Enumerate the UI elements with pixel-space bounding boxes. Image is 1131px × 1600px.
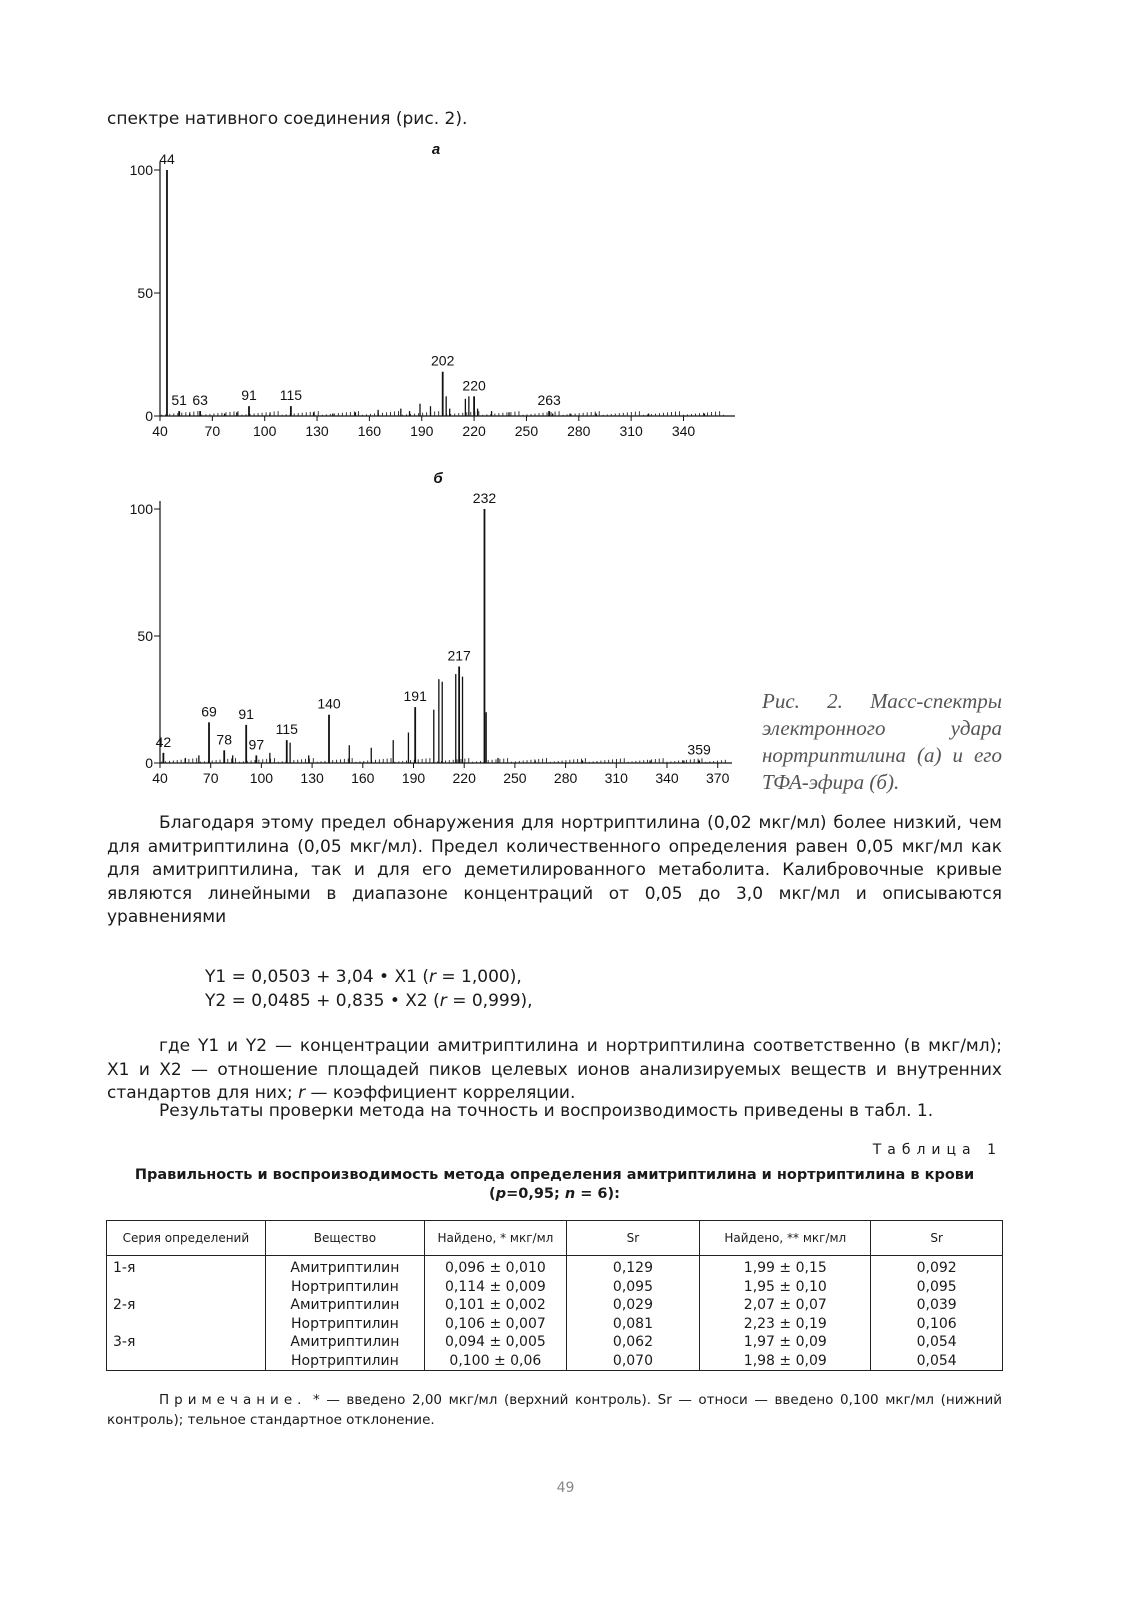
x-tick-label: 340 [655,770,679,786]
table-cell: 0,070 [566,1352,700,1371]
table-row [107,1296,1003,1315]
table-cell: 1,98 ± 0,09 [700,1352,871,1371]
header-sr-1: Sr [566,1221,700,1256]
intro-text: спектре нативного соединения (рис. 2). [107,109,468,129]
x-tick-label: 70 [204,423,221,439]
peak-label-115: 115 [279,387,303,404]
table-cell: 0,062 [566,1333,700,1352]
header-sr-2: Sr [871,1221,1003,1256]
table-cell: 0,100 ± 0,06 [425,1352,567,1371]
table-cell: 0,094 ± 0,005 [425,1333,567,1352]
peak-label-232: 232 [472,490,497,506]
x-tick-label: 190 [401,770,426,786]
table-cell: 0,039 [871,1296,1003,1315]
table-row [107,1315,1003,1334]
table-cell: 0,054 [871,1333,1003,1352]
table-cell: 0,096 ± 0,010 [425,1256,567,1278]
figure-caption: Рис. 2. Масс-спектры электронного удара нортриптилина (а) и его ТФА-эфира (б). [762,689,1002,794]
table-cell: 0,029 [566,1296,700,1315]
y-tick-label: 0 [145,408,153,424]
panel-label: а [431,141,441,158]
y-tick-label: 50 [137,628,153,644]
table-cell: 1-я [107,1256,266,1278]
peak-label-359: 359 [687,741,711,758]
header-found-1: Найдено, * мкг/мл [425,1221,567,1256]
x-tick-label: 250 [514,423,539,439]
table-cell [107,1315,266,1334]
peak-label-191: 191 [403,688,427,705]
peak-label-63: 63 [192,392,208,409]
x-tick-label: 340 [671,423,696,439]
page-number: 49 [556,1480,575,1496]
peak-label-97: 97 [248,736,265,753]
x-tick-label: 70 [202,770,219,786]
y-tick-label: 50 [137,285,153,301]
table-cell: 0,054 [871,1352,1003,1371]
peak-label-51: 51 [171,392,187,409]
x-tick-label: 310 [604,770,628,786]
table-cell: 0,081 [566,1315,700,1334]
table-cell: Нортриптилин [265,1315,424,1334]
table-row [107,1278,1003,1297]
x-tick-label: 220 [452,770,476,786]
y-tick-label: 0 [145,755,153,771]
paragraph-detection-limit: Благодаря этому предел обнаружения для нортриптилина (0,02 мкг/мл) более низкий, чем для амитриптилина (0,05 мкг/мл). Предел количественного определения равен 0,05 мкг/мл как для амитриптилина, так и для его деметилированного метаболита. Калибровочные кривые являются линейными в диапазоне концентраций от 0,05 до 3,0 мкг/мл и описываются уравнениями [107,813,1002,927]
panel-label: б [433,470,443,487]
header-found-2: Найдено, ** мкг/мл [700,1221,871,1256]
equations [205,965,705,1013]
x-tick-label: 100 [253,423,277,439]
table-cell: 0,095 [566,1278,700,1297]
peak-label-263: 263 [537,392,561,409]
peak-label-91: 91 [238,705,254,722]
peak-label-69: 69 [201,703,217,720]
x-tick-label: 130 [305,423,329,439]
paragraph-definitions: где Y1 и Y2 — концентрации амитриптилина и нортриптилина соответственно (в мкг/мл); X1 и X2 — отношение площадей пиков целевых ионов анализируемых веществ и внутренних стандартов для них; r — коэффициент корреляции. [107,1036,1002,1103]
x-tick-label: 160 [351,770,375,786]
table-header-row [107,1221,1003,1256]
x-tick-label: 310 [619,423,643,439]
mass-spectrum-a [100,138,760,443]
x-tick-label: 280 [553,770,578,786]
table-cell: Нортриптилин [265,1352,424,1371]
table-cell: 0,129 [566,1256,700,1278]
table-note: Примечание. * — введено 2,00 мкг/мл (верхний контроль). Sr — относи — введено 0,100 мкг/мл (нижний контроль); тельное стандартное отклонение. [107,1392,1002,1428]
peak-label-217: 217 [447,647,471,664]
table-cell: 3-я [107,1333,266,1352]
header-series: Серия определений [107,1221,266,1256]
table-cell: 2,07 ± 0,07 [700,1296,871,1315]
peak-label-220: 220 [462,377,486,394]
table-cell: 0,101 ± 0,002 [425,1296,567,1315]
x-tick-label: 160 [357,423,382,439]
x-tick-label: 250 [503,770,527,786]
peak-label-91: 91 [241,387,257,404]
peak-label-78: 78 [216,731,233,748]
header-substance: Вещество [265,1221,424,1256]
x-tick-label: 40 [152,770,168,786]
table-row [107,1256,1003,1278]
table-cell: 2,23 ± 0,19 [700,1315,871,1334]
peak-label-202: 202 [431,352,455,369]
peak-label-44: 44 [159,151,175,167]
peak-label-115: 115 [275,721,298,738]
table-cell: Амитриптилин [265,1256,424,1278]
table-row [107,1333,1003,1352]
table-cell: 0,106 ± 0,007 [425,1315,567,1334]
x-tick-label: 40 [152,423,168,439]
table-cell: Амитриптилин [265,1296,424,1315]
x-tick-label: 190 [410,423,434,439]
table-title: Правильность и воспроизводимость метода определения амитриптилина и нортриптилина в крови (p=0,95; n = 6): [134,1167,975,1202]
paragraph-results: Результаты проверки метода на точность и воспроизводимость приведены в табл. 1. [159,1101,934,1121]
peak-label-42: 42 [155,733,172,750]
y-tick-label: 100 [129,501,153,517]
peak-label-140: 140 [317,695,341,712]
x-tick-label: 130 [300,770,324,786]
table-cell: Амитриптилин [265,1333,424,1352]
x-tick-label: 220 [462,423,486,439]
x-tick-label: 370 [706,770,730,786]
x-tick-label: 100 [249,770,274,786]
x-tick-label: 280 [567,423,591,439]
table-cell [107,1278,266,1297]
table-cell: 2-я [107,1296,266,1315]
table-cell: Нортриптилин [265,1278,424,1297]
table-cell: 1,99 ± 0,15 [700,1256,871,1278]
results-table [106,1220,1003,1371]
table-cell: 0,095 [871,1278,1003,1297]
table-cell [107,1352,266,1371]
table-row [107,1352,1003,1371]
table-cell: 1,95 ± 0,10 [700,1278,871,1297]
table-cell: 0,114 ± 0,009 [425,1278,567,1297]
table-cell: 1,97 ± 0,09 [700,1333,871,1352]
equation-1: Y1 = 0,0503 + 3,04 • X1 (r = 1,000), [205,967,522,987]
mass-spectrum-b [100,465,760,790]
table-label: Таблица 1 [872,1142,1002,1158]
equation-2: Y2 = 0,0485 + 0,835 • X2 (r = 0,999), [205,991,533,1011]
table-cell: 0,092 [871,1256,1003,1278]
table-cell: 0,106 [871,1315,1003,1334]
y-tick-label: 100 [129,162,153,178]
